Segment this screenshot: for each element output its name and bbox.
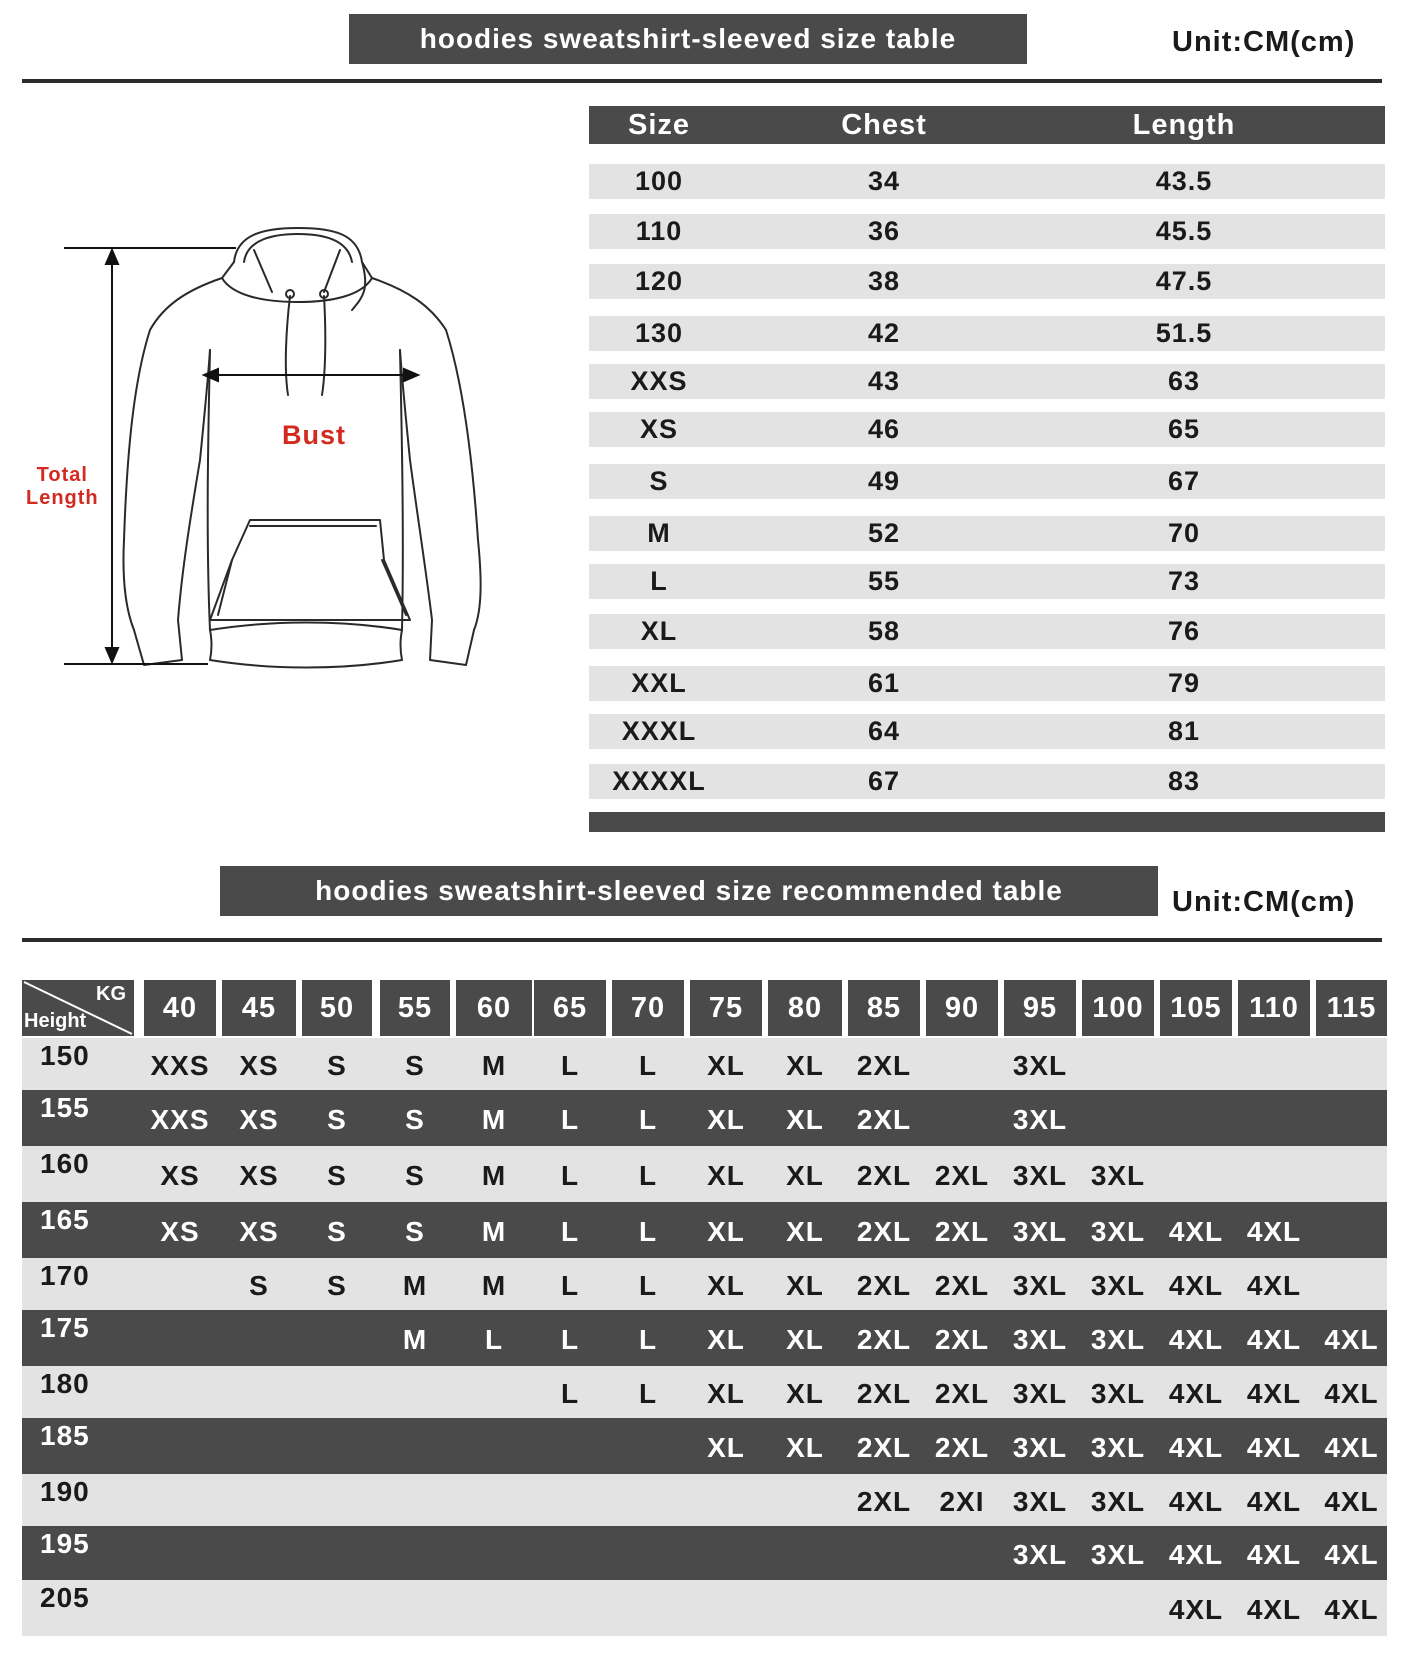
recommended-size-cell: 2XL xyxy=(856,1160,912,1191)
size-cell: XXXXL xyxy=(612,766,706,796)
height-cell: 160 xyxy=(40,1148,90,1179)
recommended-size-cell: M xyxy=(481,1270,507,1301)
weight-header-cell: 55 xyxy=(380,980,450,1036)
recommended-size-cell: 3XL xyxy=(1012,1432,1068,1463)
size-table-row xyxy=(589,614,1385,649)
recommended-size-cell: L xyxy=(638,1160,658,1191)
recommended-size-cell: 3XL xyxy=(1012,1270,1068,1301)
hoodie-diagram xyxy=(22,220,542,720)
chest-cell: 58 xyxy=(867,616,901,646)
recommended-size-cell: 2XL xyxy=(856,1432,912,1463)
recommended-size-cell: 4XL xyxy=(1246,1216,1302,1247)
recommended-size-cell: 3XL xyxy=(1012,1160,1068,1191)
weight-header-cell: 105 xyxy=(1160,980,1232,1036)
height-cell: 175 xyxy=(40,1312,90,1343)
recommended-size-cell: XL xyxy=(786,1378,824,1409)
size-cell: XXS xyxy=(630,366,688,396)
recommended-size-cell: S xyxy=(327,1216,347,1247)
recommended-size-cell: S xyxy=(327,1270,347,1301)
size-cell: S xyxy=(649,466,669,496)
weight-header-cell: 100 xyxy=(1082,980,1154,1036)
weight-header-cell: 50 xyxy=(302,980,372,1036)
recommended-size-cell: M xyxy=(481,1216,507,1247)
recommended-size-cell: 4XL xyxy=(1168,1270,1224,1301)
recommended-size-cell: 4XL xyxy=(1168,1432,1224,1463)
recommended-size-cell: XL xyxy=(786,1270,824,1301)
recommended-size-cell: 4XL xyxy=(1246,1486,1302,1517)
recommended-size-cell: 4XL xyxy=(1246,1324,1302,1355)
recommended-size-cell: 3XL xyxy=(1012,1216,1068,1247)
length-cell: 51.5 xyxy=(1155,318,1213,348)
height-cell: 185 xyxy=(40,1420,90,1451)
chest-cell: 49 xyxy=(867,466,901,496)
total-length-label-line1: Total xyxy=(36,464,88,486)
weight-header-cell: 65 xyxy=(534,980,606,1036)
weight-header-cell: 90 xyxy=(926,980,998,1036)
recommended-row xyxy=(22,1090,1387,1146)
recommended-size-cell: L xyxy=(560,1324,580,1355)
header-chest: Chest xyxy=(841,109,927,141)
recommended-size-cell: 3XL xyxy=(1012,1486,1068,1517)
recommended-size-cell: L xyxy=(638,1050,658,1081)
recommended-size-cell: 4XL xyxy=(1246,1432,1302,1463)
chest-cell: 46 xyxy=(867,414,901,444)
size-table-row xyxy=(589,264,1385,299)
length-cell: 47.5 xyxy=(1155,266,1213,296)
length-cell: 76 xyxy=(1167,616,1201,646)
recommended-size-cell: L xyxy=(560,1160,580,1191)
length-cell: 67 xyxy=(1167,466,1201,496)
corner-height-label: Height xyxy=(24,1010,87,1032)
recommended-size-cell: 3XL xyxy=(1012,1539,1068,1570)
recommended-size-cell: M xyxy=(481,1104,507,1135)
recommended-size-cell: 2XL xyxy=(856,1050,912,1081)
recommended-size-cell: 4XL xyxy=(1168,1216,1224,1247)
chest-cell: 38 xyxy=(867,266,901,296)
size-cell: 110 xyxy=(635,216,683,246)
corner-cell xyxy=(22,980,134,1036)
recommended-size-cell: XL xyxy=(786,1160,824,1191)
recommended-size-cell: S xyxy=(327,1160,347,1191)
recommended-size-cell: 4XL xyxy=(1168,1486,1224,1517)
size-table-title: hoodies sweatshirt-sleeved size table xyxy=(349,14,1027,64)
recommended-size-cell: 2XL xyxy=(934,1270,990,1301)
recommended-row xyxy=(22,1146,1387,1202)
recommended-size-cell: 2XL xyxy=(934,1216,990,1247)
weight-header-cell: 45 xyxy=(222,980,296,1036)
chest-cell: 42 xyxy=(867,318,901,348)
size-cell: XL xyxy=(640,616,678,646)
recommended-size-cell: L xyxy=(484,1324,504,1355)
recommended-row xyxy=(22,1038,1387,1090)
recommended-size-cell: 2XL xyxy=(934,1160,990,1191)
recommended-size-cell: 2XL xyxy=(856,1486,912,1517)
size-table-row xyxy=(589,316,1385,351)
weight-header-cell: 70 xyxy=(612,980,684,1036)
weight-header-cell: 40 xyxy=(144,980,216,1036)
weight-header-cell: 60 xyxy=(456,980,532,1036)
recommended-size-cell: 4XL xyxy=(1246,1270,1302,1301)
weight-header-cell: 85 xyxy=(848,980,920,1036)
size-table-row xyxy=(589,364,1385,399)
recommended-size-cell: 4XL xyxy=(1168,1324,1224,1355)
recommended-row xyxy=(22,1526,1387,1580)
recommended-size-cell: 3XL xyxy=(1090,1486,1146,1517)
size-cell: 120 xyxy=(634,266,684,296)
recommended-size-cell: S xyxy=(405,1216,425,1247)
recommended-size-cell: S xyxy=(405,1160,425,1191)
total-length-label-line2: Length xyxy=(26,487,99,509)
recommended-size-cell: S xyxy=(405,1104,425,1135)
recommended-size-cell: XS xyxy=(239,1050,279,1081)
recommended-size-cell: 3XL xyxy=(1012,1104,1068,1135)
recommended-size-cell: 3XL xyxy=(1012,1378,1068,1409)
recommended-size-cell: L xyxy=(560,1378,580,1409)
recommended-row xyxy=(22,1418,1387,1474)
recommended-size-cell: XL xyxy=(786,1216,824,1247)
recommended-size-cell: 2XL xyxy=(934,1432,990,1463)
length-cell: 70 xyxy=(1167,518,1201,548)
recommended-size-cell: 2XL xyxy=(856,1104,912,1135)
recommended-size-cell: 3XL xyxy=(1090,1270,1146,1301)
size-cell: 100 xyxy=(634,166,684,196)
recommended-size-cell: 4XL xyxy=(1324,1486,1379,1517)
weight-header-cell: 80 xyxy=(768,980,842,1036)
recommended-size-cell: 4XL xyxy=(1168,1539,1224,1570)
chest-cell: 43 xyxy=(867,366,901,396)
recommended-size-cell: XL xyxy=(707,1324,745,1355)
height-cell: 155 xyxy=(40,1092,90,1123)
size-table-row xyxy=(589,516,1385,551)
height-cell: 180 xyxy=(40,1368,90,1399)
size-table-unit: Unit:CM(cm) xyxy=(1172,26,1356,58)
length-cell: 73 xyxy=(1167,566,1201,596)
header-size: Size xyxy=(627,109,691,141)
corner-kg-label: KG xyxy=(96,983,126,1005)
size-table-row xyxy=(589,714,1385,749)
recommended-size-cell: 4XL xyxy=(1246,1594,1302,1625)
recommended-size-cell: XL xyxy=(707,1432,745,1463)
chest-cell: 34 xyxy=(867,166,901,196)
recommended-size-cell: L xyxy=(560,1104,580,1135)
weight-header-cell: 95 xyxy=(1004,980,1076,1036)
recommended-size-cell: 4XL xyxy=(1324,1539,1379,1570)
length-cell: 63 xyxy=(1167,366,1201,396)
recommended-size-cell: 4XL xyxy=(1324,1324,1379,1355)
size-table-row xyxy=(589,412,1385,447)
size-table-row xyxy=(589,164,1385,199)
recommended-size-cell: L xyxy=(638,1378,658,1409)
recommended-size-cell: XL xyxy=(786,1050,824,1081)
recommended-size-cell: 3XL xyxy=(1090,1378,1146,1409)
recommended-size-cell: S xyxy=(327,1050,347,1081)
size-table-footer-bar xyxy=(589,812,1385,832)
recommended-size-cell: 3XL xyxy=(1090,1324,1146,1355)
recommended-size-cell: 2XL xyxy=(856,1324,912,1355)
recommended-size-cell: XL xyxy=(707,1216,745,1247)
recommended-row xyxy=(22,1202,1387,1258)
recommended-size-cell: M xyxy=(402,1324,428,1355)
size-cell: XS xyxy=(639,414,679,444)
recommended-size-cell: L xyxy=(638,1270,658,1301)
recommended-size-cell: XXS xyxy=(150,1104,210,1135)
weight-header-cell: 110 xyxy=(1238,980,1310,1036)
recommended-size-cell: 3XL xyxy=(1012,1324,1068,1355)
size-table-row xyxy=(589,564,1385,599)
length-cell: 65 xyxy=(1167,414,1201,444)
total-length-label xyxy=(26,464,99,510)
recommended-size-cell: 4XL xyxy=(1324,1432,1379,1463)
recommended-size-cell: 2XL xyxy=(934,1378,990,1409)
recommended-size-cell: 4XL xyxy=(1246,1378,1302,1409)
recommended-size-cell: 4XL xyxy=(1168,1594,1224,1625)
recommended-size-cell: S xyxy=(249,1270,269,1301)
recommended-size-cell: L xyxy=(560,1216,580,1247)
recommended-size-cell: 4XL xyxy=(1324,1594,1379,1625)
recommended-size-cell: XL xyxy=(786,1104,824,1135)
recommended-size-cell: L xyxy=(638,1324,658,1355)
recommended-row xyxy=(22,1366,1387,1418)
length-cell: 83 xyxy=(1167,766,1201,796)
chest-cell: 36 xyxy=(867,216,901,246)
chest-cell: 64 xyxy=(867,716,901,746)
recommended-table-unit: Unit:CM(cm) xyxy=(1172,886,1356,918)
top-divider xyxy=(22,79,1382,83)
length-cell: 45.5 xyxy=(1155,216,1213,246)
size-cell: XXXL xyxy=(621,716,697,746)
recommended-size-cell: XL xyxy=(786,1432,824,1463)
size-cell: 130 xyxy=(634,318,684,348)
recommended-size-cell: 4XL xyxy=(1246,1539,1302,1570)
recommended-size-cell: 3XL xyxy=(1090,1216,1146,1247)
height-cell: 165 xyxy=(40,1204,90,1235)
recommended-size-cell: 2XI xyxy=(939,1486,985,1517)
size-table-row xyxy=(589,214,1385,249)
size-table-row xyxy=(589,764,1385,799)
recommended-size-cell: 3XL xyxy=(1012,1050,1068,1081)
recommended-row xyxy=(22,1580,1387,1636)
recommended-size-cell: XS xyxy=(239,1104,279,1135)
recommended-size-cell: XXS xyxy=(150,1050,210,1081)
recommended-table-title: hoodies sweatshirt-sleeved size recommended table xyxy=(220,866,1158,916)
chest-cell: 52 xyxy=(867,518,901,548)
length-cell: 43.5 xyxy=(1155,166,1213,196)
chest-cell: 61 xyxy=(867,668,901,698)
length-cell: 79 xyxy=(1167,668,1201,698)
recommended-size-cell: S xyxy=(327,1104,347,1135)
recommended-size-cell: XL xyxy=(707,1104,745,1135)
height-cell: 205 xyxy=(40,1582,90,1613)
recommended-size-cell: S xyxy=(405,1050,425,1081)
recommended-size-cell: XL xyxy=(707,1050,745,1081)
recommended-size-cell: 2XL xyxy=(934,1324,990,1355)
length-cell: 81 xyxy=(1167,716,1201,746)
recommended-size-cell: XS xyxy=(239,1216,279,1247)
recommended-row xyxy=(22,1258,1387,1310)
recommended-size-cell: 2XL xyxy=(856,1216,912,1247)
recommended-size-cell: M xyxy=(481,1160,507,1191)
recommended-size-cell: 4XL xyxy=(1168,1378,1224,1409)
recommended-size-cell: 2XL xyxy=(856,1378,912,1409)
recommended-size-cell: 3XL xyxy=(1090,1539,1146,1570)
recommended-size-cell: M xyxy=(402,1270,428,1301)
size-cell: L xyxy=(650,566,668,596)
recommended-size-cell: L xyxy=(560,1270,580,1301)
weight-header-cell: 75 xyxy=(690,980,762,1036)
chest-cell: 67 xyxy=(867,766,901,796)
recommended-size-cell: L xyxy=(560,1050,580,1081)
size-table-row xyxy=(589,666,1385,701)
recommended-size-cell: XL xyxy=(786,1324,824,1355)
recommended-size-cell: XS xyxy=(160,1160,200,1191)
recommended-size-cell: XL xyxy=(707,1378,745,1409)
recommended-row xyxy=(22,1474,1387,1526)
header-length: Length xyxy=(1132,109,1236,141)
weight-header-cell: 115 xyxy=(1316,980,1387,1036)
recommended-size-cell: L xyxy=(638,1104,658,1135)
bust-label: Bust xyxy=(282,420,346,450)
recommended-size-cell: XL xyxy=(707,1270,745,1301)
bottom-divider xyxy=(22,938,1382,942)
recommended-size-cell: XS xyxy=(160,1216,200,1247)
height-cell: 195 xyxy=(40,1528,90,1559)
height-cell: 150 xyxy=(40,1040,90,1071)
height-cell: 170 xyxy=(40,1260,90,1291)
recommended-size-cell: XS xyxy=(239,1160,279,1191)
recommended-row xyxy=(22,1310,1387,1366)
recommended-size-cell: 2XL xyxy=(856,1270,912,1301)
recommended-size-cell: XL xyxy=(707,1160,745,1191)
size-cell: M xyxy=(647,518,671,548)
recommended-size-cell: 3XL xyxy=(1090,1160,1146,1191)
recommended-size-cell: 4XL xyxy=(1324,1378,1379,1409)
recommended-size-cell: L xyxy=(638,1216,658,1247)
size-table-header xyxy=(589,106,1385,144)
recommended-size-cell: 3XL xyxy=(1090,1432,1146,1463)
size-table-row xyxy=(589,464,1385,499)
height-cell: 190 xyxy=(40,1476,90,1507)
recommended-size-cell: M xyxy=(481,1050,507,1081)
size-cell: XXL xyxy=(631,668,687,698)
chest-cell: 55 xyxy=(867,566,901,596)
